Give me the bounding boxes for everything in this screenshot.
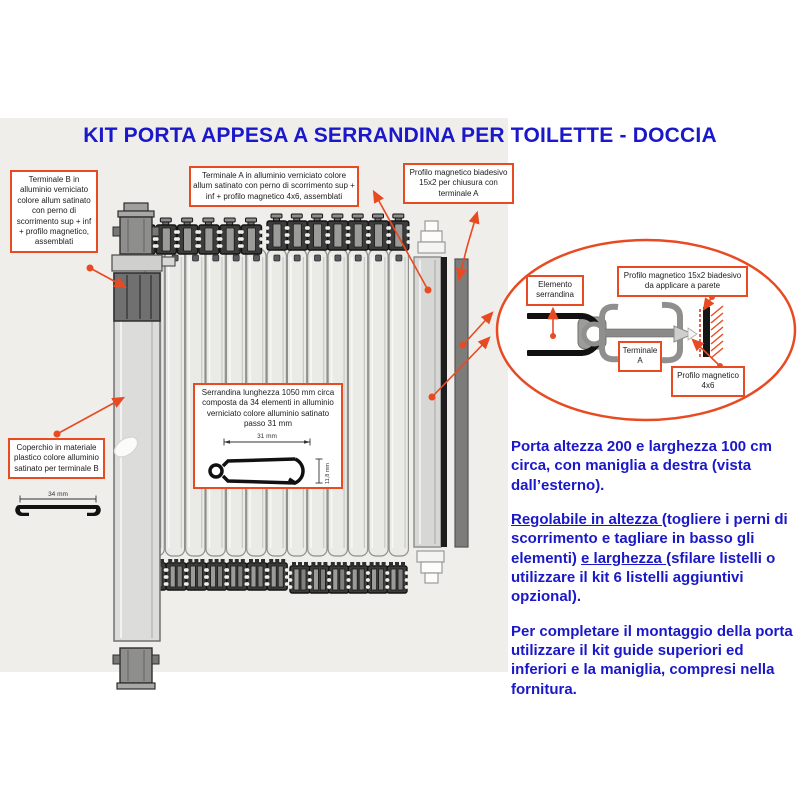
paragraph-door-size: Porta altezza 200 e larghezza 100 cm circa, con maniglia a destra (vista dall’esterno). xyxy=(511,438,772,494)
label-coperchio: Coperchio in materiale plastico colore alluminio satinato per terminale B xyxy=(8,438,105,479)
bottom-slide-pin xyxy=(417,551,444,562)
bottom-rail-left xyxy=(145,559,289,590)
page-title: KIT PORTA APPESA A SERRANDINA PER TOILETTE - DOCCIA xyxy=(83,124,717,147)
terminal-a-body xyxy=(602,329,676,337)
paragraph-adjustable xyxy=(511,510,795,607)
label-terminale-b: Terminale B in alluminio verniciato colore allum satinato con perno di scorrimento sup + inf + profilo magnetico, assemblati xyxy=(10,170,98,253)
slat-hook-section xyxy=(289,459,303,483)
label-serrandina xyxy=(193,383,343,489)
slat-width-dim: 31 mm xyxy=(257,432,277,440)
text-larghezza: (sfilare listelli o utilizzare il kit 6 listelli aggiuntivi opzional). xyxy=(511,549,776,606)
underline-larghezza: e larghezza xyxy=(581,549,667,567)
magnetic-strip-on-terminal xyxy=(441,257,447,547)
serrandina-text: Serrandina lunghezza 1050 mm circa composta da 34 elementi in alluminio verniciato colore alluminio satinato passo 31 mm xyxy=(201,388,335,429)
slat-ring xyxy=(210,465,222,477)
underline-altezza: Regolabile in altezza xyxy=(511,511,662,529)
terminale-b-top-cap xyxy=(113,203,159,254)
description-text xyxy=(511,437,795,714)
terminale-a-bar xyxy=(414,221,447,583)
slat-height-dim: 11,8 mm xyxy=(325,462,331,484)
label-profilo-parete: Profilo magnetico 15x2 biadesivo da applicare a parete xyxy=(617,266,748,297)
label-elemento-serrandina: Elemento serrandina xyxy=(526,275,584,306)
terminale-b-bottom-cap xyxy=(113,648,159,689)
label-terminale-a: Terminale A in alluminio verniciato colore allum satinato con perno di scorrimento sup + inf + profilo magnetico 4x6, assemblati xyxy=(189,166,359,207)
slat-element-top xyxy=(527,313,583,319)
wall-magnetic-profile xyxy=(703,307,710,357)
text-altezza: (togliere i perni di scorrimento e tagliare in basso gli elementi) xyxy=(511,511,788,567)
label-terminale-a-short: Terminale A xyxy=(618,341,662,372)
top-slide-pin xyxy=(425,221,438,231)
label-profilo-biadesivo: Profilo magnetico biadesivo 15x2 per chiusura con terminale A xyxy=(403,163,514,204)
coperchio-profile-drawing xyxy=(15,491,101,516)
paragraph-mounting: Per completare il montaggio della porta utilizzare il kit guide superiori ed inferiori e la maniglia, compresi nella fornitura. xyxy=(511,622,793,698)
cap-width-dim: 34 mm xyxy=(48,491,68,498)
terminale-b-pole xyxy=(111,273,160,641)
slat-element-bottom xyxy=(527,350,583,356)
label-profilo-4x6: Profilo magnetico 4x6 xyxy=(671,366,745,397)
bottom-rail-right xyxy=(289,562,409,593)
slat-cross-section xyxy=(197,431,339,487)
adhesive-magnetic-profile-bar xyxy=(455,259,468,547)
